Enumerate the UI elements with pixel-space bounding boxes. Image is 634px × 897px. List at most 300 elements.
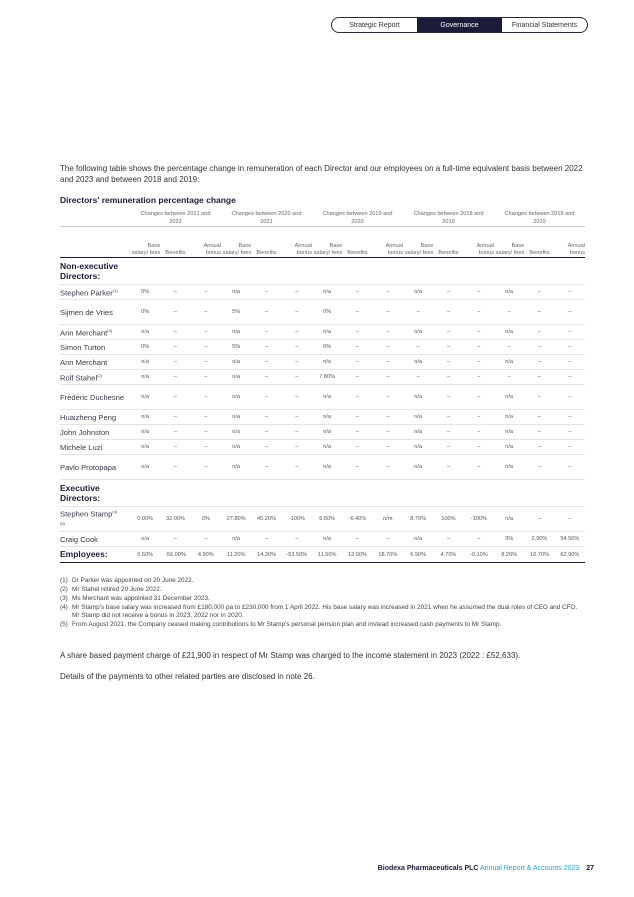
footnote-number: (3) [60, 595, 68, 602]
corner-cell [60, 227, 130, 258]
value-cell: – [524, 410, 554, 425]
footnote [60, 604, 585, 620]
value-cell: – [191, 440, 221, 455]
value-cell: 32.00% [160, 507, 190, 532]
value-cell: – [555, 440, 585, 455]
value-cell: – [524, 385, 554, 410]
value-cell: – [373, 340, 403, 355]
name-text: Ann Merchant [60, 328, 108, 338]
footnote-text: From August 2021, the Company ceased making contributions to Mr Stamp's personal pension plan and instead increased cash payments to Mr Stamp. [72, 621, 502, 628]
value-cell: – [282, 440, 312, 455]
value-cell: -53.50% [282, 547, 312, 563]
value-cell: – [342, 440, 372, 455]
value-cell: – [433, 300, 463, 325]
column-header: Annual bonus [373, 227, 403, 258]
column-header: Benefits [251, 227, 281, 258]
value-cell: – [251, 385, 281, 410]
value-cell: n/a [403, 385, 433, 410]
value-cell: – [524, 425, 554, 440]
value-cell: – [251, 410, 281, 425]
value-cell: 0% [130, 300, 160, 325]
value-cell: -6.40% [342, 507, 372, 532]
value-cell: – [464, 455, 494, 480]
director-name [60, 532, 130, 547]
value-cell: – [433, 532, 463, 547]
value-cell: – [282, 325, 312, 340]
name-text: Huaizheng Peng [60, 412, 117, 422]
value-cell: – [342, 410, 372, 425]
value-cell: – [555, 300, 585, 325]
value-cell: – [373, 455, 403, 480]
value-cell: – [555, 455, 585, 480]
remuneration-table [60, 208, 585, 563]
value-cell: – [251, 340, 281, 355]
value-cell: -0.10% [464, 547, 494, 563]
section-header-row [60, 258, 585, 285]
column-header: Benefits [433, 227, 463, 258]
footnote [60, 577, 585, 585]
value-cell: n/a [221, 370, 251, 385]
value-cell: – [160, 340, 190, 355]
column-header: Annual bonus [555, 227, 585, 258]
value-cell: 100% [433, 507, 463, 532]
empty-cell [130, 258, 585, 285]
footer-company: Biodexa Pharmaceuticals PLC [377, 865, 479, 872]
footnote-ref: (2) [97, 373, 103, 379]
name-text: Rolf Stahel [60, 373, 98, 383]
value-cell: n/a [403, 455, 433, 480]
column-group-header: Changes between 2018 and 2019 [403, 208, 494, 227]
value-cell: n/a [221, 440, 251, 455]
value-cell: – [373, 325, 403, 340]
value-cell: – [555, 425, 585, 440]
value-cell: – [251, 355, 281, 370]
value-cell: – [160, 325, 190, 340]
value-cell: – [433, 385, 463, 410]
tab-financial-statements[interactable]: Financial Statements [511, 21, 578, 29]
column-group-header: Changes between 2021 and 2022 [130, 208, 221, 227]
value-cell: – [433, 425, 463, 440]
value-cell: – [464, 370, 494, 385]
column-group-header: Changes between 2018 and 2019 [494, 208, 585, 227]
value-cell: – [464, 300, 494, 325]
value-cell: – [342, 425, 372, 440]
value-cell: – [342, 370, 372, 385]
value-cell: – [251, 425, 281, 440]
page-number: 27 [586, 865, 594, 872]
value-cell: – [433, 455, 463, 480]
value-cell: – [373, 370, 403, 385]
share-payment-paragraph: A share based payment charge of £21,900 in respect of Mr Stamp was charged to the income statement in 2023 (2022 : £52,633). [60, 651, 521, 660]
value-cell: – [373, 425, 403, 440]
table-row [60, 285, 585, 300]
value-cell: – [433, 440, 463, 455]
value-cell: n/a [221, 455, 251, 480]
value-cell: n/a [130, 455, 160, 480]
footnote-text: Ms Merchant was appointed 31 December 2023. [72, 595, 210, 602]
table-row [60, 532, 585, 547]
value-cell: – [191, 455, 221, 480]
value-cell: n/a [403, 355, 433, 370]
value-cell: – [555, 385, 585, 410]
value-cell: n/a [494, 440, 524, 455]
value-cell: – [282, 285, 312, 300]
director-name [60, 547, 130, 563]
value-cell: n/a [494, 355, 524, 370]
director-name [60, 385, 130, 410]
name-text: Employees: [60, 549, 108, 559]
value-cell: n/a [221, 532, 251, 547]
value-cell: – [342, 455, 372, 480]
footer-report: Annual Report & Accounts 2023 [480, 865, 580, 872]
value-cell: 62.90% [555, 547, 585, 563]
value-cell: – [494, 370, 524, 385]
director-name [60, 285, 130, 300]
value-cell: – [251, 370, 281, 385]
value-cell: 0.00% [130, 507, 160, 532]
column-header: Base salary/ fees [494, 227, 524, 258]
footnote-text: Mr Stamp's base salary was increased from £180,000 pa to £230,000 from 1 April 2022. His base salary was increased in 2021 when he assumed the dual roles of CEO and CFO. Mr Stamp did not receive a bonus in 2023, 2022 nor in 2020. [72, 604, 578, 619]
value-cell: – [555, 355, 585, 370]
value-cell: – [342, 355, 372, 370]
footnotes [60, 577, 585, 630]
value-cell: – [464, 532, 494, 547]
value-cell: – [464, 340, 494, 355]
director-name [60, 440, 130, 455]
value-cell: 0% [130, 340, 160, 355]
table-row [60, 370, 585, 385]
name-text: Michele Luzi [60, 442, 103, 452]
value-cell: n/a [130, 410, 160, 425]
value-cell: 6.60% [312, 507, 342, 532]
value-cell: – [464, 440, 494, 455]
tab-governance[interactable]: Governance [417, 18, 502, 32]
table-row [60, 547, 585, 563]
value-cell: 14.30% [251, 547, 281, 563]
footnote-ref: (4) [112, 509, 118, 515]
value-cell: – [191, 285, 221, 300]
value-cell: n/a [130, 425, 160, 440]
director-name [60, 300, 130, 325]
value-cell: -100% [282, 507, 312, 532]
value-cell: – [464, 355, 494, 370]
value-cell: – [160, 532, 190, 547]
value-cell: – [464, 410, 494, 425]
value-cell: n/a [494, 285, 524, 300]
director-name [60, 507, 130, 532]
table-row [60, 355, 585, 370]
value-cell: – [555, 325, 585, 340]
footnote-ref: (5) [60, 521, 65, 526]
value-cell: n/a [221, 410, 251, 425]
value-cell: n/a [130, 325, 160, 340]
value-cell: 11.50% [312, 547, 342, 563]
value-cell: – [464, 385, 494, 410]
value-cell: – [191, 325, 221, 340]
value-cell: – [373, 300, 403, 325]
footnote-number: (1) [60, 577, 68, 584]
value-cell: 0.50% [130, 547, 160, 563]
column-header: Benefits [160, 227, 190, 258]
footnote-ref: (1) [112, 288, 118, 294]
value-cell: – [464, 285, 494, 300]
value-cell: – [524, 300, 554, 325]
name-text: John Johnston [60, 427, 110, 437]
name-text: Stephen Parker [60, 288, 113, 298]
value-cell: – [191, 532, 221, 547]
director-name [60, 425, 130, 440]
value-cell: n/m [373, 507, 403, 532]
value-cell: n/a [221, 425, 251, 440]
footnote-number: (4) [60, 604, 68, 611]
table-row [60, 507, 585, 532]
value-cell: n/a [312, 285, 342, 300]
value-cell: 5% [221, 340, 251, 355]
footnote [60, 595, 585, 603]
value-cell: – [282, 425, 312, 440]
column-header: Benefits [342, 227, 372, 258]
column-header: Annual bonus [282, 227, 312, 258]
name-text: Sijmen de Vries [60, 307, 113, 317]
value-cell: n/a [221, 355, 251, 370]
value-cell: 10.70% [524, 547, 554, 563]
value-cell: – [524, 455, 554, 480]
value-cell: n/a [312, 532, 342, 547]
name-text: Craig Cook [60, 534, 98, 544]
value-cell: – [282, 385, 312, 410]
value-cell: n/a [312, 425, 342, 440]
value-cell: – [373, 440, 403, 455]
value-cell: 11.20% [221, 547, 251, 563]
section-header-row [60, 480, 585, 507]
value-cell: n/a [221, 385, 251, 410]
column-header: Base salary/ fees [312, 227, 342, 258]
table-row [60, 410, 585, 425]
footnote [60, 621, 585, 629]
value-cell: – [251, 285, 281, 300]
corner-cell [60, 208, 130, 227]
director-name [60, 410, 130, 425]
value-cell: – [555, 285, 585, 300]
column-header: Annual bonus [464, 227, 494, 258]
value-cell: – [433, 355, 463, 370]
value-cell: – [160, 385, 190, 410]
value-cell: – [191, 300, 221, 325]
related-parties-paragraph: Details of the payments to other related parties are disclosed in note 26. [60, 672, 315, 681]
value-cell: n/a [494, 455, 524, 480]
value-cell: – [342, 325, 372, 340]
tab-strategic-report[interactable]: Strategic Report [349, 21, 400, 29]
value-cell: – [160, 440, 190, 455]
value-cell: n/a [130, 385, 160, 410]
value-cell: – [282, 300, 312, 325]
value-cell: 0% [312, 300, 342, 325]
value-cell: n/a [312, 325, 342, 340]
footnote-ref: (3) [107, 328, 113, 334]
value-cell: n/a [312, 410, 342, 425]
value-cell: 54.50% [555, 532, 585, 547]
director-name [60, 370, 130, 385]
value-cell: – [160, 355, 190, 370]
value-cell: n/a [312, 355, 342, 370]
value-cell: – [403, 300, 433, 325]
value-cell: – [524, 507, 554, 532]
value-cell: – [251, 325, 281, 340]
value-cell: – [282, 370, 312, 385]
section-title: Directors' remuneration percentage change [60, 195, 236, 205]
section-nav [331, 17, 588, 33]
value-cell: -100% [464, 507, 494, 532]
column-header: Annual bonus [191, 227, 221, 258]
value-cell: n/a [130, 532, 160, 547]
value-cell: – [251, 455, 281, 480]
value-cell: n/a [312, 385, 342, 410]
table-row [60, 425, 585, 440]
value-cell: 45.20% [251, 507, 281, 532]
value-cell: n/a [494, 385, 524, 410]
value-cell: n/a [403, 532, 433, 547]
value-cell: 4.70% [433, 547, 463, 563]
value-cell: – [191, 385, 221, 410]
value-cell: – [494, 300, 524, 325]
value-cell: n/a [221, 325, 251, 340]
footnote-number: (2) [60, 586, 68, 593]
value-cell: – [342, 385, 372, 410]
intro-paragraph: The following table shows the percentage change in remuneration of each Director and our employees on a full-time equivalent basis between 2022 and 2023 and between 2018 and 2019: [60, 164, 583, 184]
director-name [60, 355, 130, 370]
value-cell: – [524, 355, 554, 370]
table-row [60, 340, 585, 355]
value-cell: – [433, 410, 463, 425]
column-header: Base salary/ fees [403, 227, 433, 258]
value-cell: – [282, 355, 312, 370]
value-cell: – [403, 340, 433, 355]
value-cell: – [555, 507, 585, 532]
name-text: Stephen Stamp [60, 510, 113, 519]
value-cell: – [251, 440, 281, 455]
value-cell: – [191, 370, 221, 385]
section-label: Executive Directors: [60, 480, 130, 507]
value-cell: – [433, 325, 463, 340]
column-group-header: Changes between 2019 and 2020 [312, 208, 403, 227]
value-cell: – [342, 300, 372, 325]
value-cell: -56.00% [160, 547, 190, 563]
value-cell: n/a [130, 370, 160, 385]
value-cell: – [464, 425, 494, 440]
value-cell: 12.00% [342, 547, 372, 563]
value-cell: – [282, 340, 312, 355]
value-cell: – [160, 300, 190, 325]
value-cell: – [342, 285, 372, 300]
value-cell: – [524, 440, 554, 455]
value-cell: – [373, 285, 403, 300]
table-row [60, 455, 585, 480]
value-cell: n/a [494, 410, 524, 425]
value-cell: – [524, 370, 554, 385]
value-cell: – [433, 340, 463, 355]
value-cell: n/a [312, 455, 342, 480]
value-cell: – [342, 340, 372, 355]
value-cell: – [494, 340, 524, 355]
value-cell: – [160, 455, 190, 480]
director-name [60, 455, 130, 480]
value-cell: – [282, 455, 312, 480]
value-cell: – [524, 340, 554, 355]
value-cell: n/a [312, 440, 342, 455]
value-cell: 0% [130, 285, 160, 300]
empty-cell [130, 480, 585, 507]
value-cell: – [191, 340, 221, 355]
name-text: Ann Merchant [60, 357, 108, 367]
value-cell: 4.90% [191, 547, 221, 563]
column-header: Base salary/ fees [221, 227, 251, 258]
value-cell: 5% [221, 300, 251, 325]
value-cell: – [160, 425, 190, 440]
section-label: Non-executive Directors: [60, 258, 130, 285]
value-cell: – [191, 355, 221, 370]
table-row [60, 325, 585, 340]
value-cell: – [373, 410, 403, 425]
value-cell: – [555, 410, 585, 425]
value-cell: n/a [494, 425, 524, 440]
value-cell: – [282, 410, 312, 425]
footnote-text: Mr Stahel retired 20 June 2022. [72, 586, 162, 593]
table-row [60, 440, 585, 455]
value-cell: – [433, 285, 463, 300]
value-cell: – [555, 340, 585, 355]
value-cell: – [342, 532, 372, 547]
table-row [60, 385, 585, 410]
value-cell: n/a [494, 507, 524, 532]
footnote [60, 586, 585, 594]
column-header: Benefits [524, 227, 554, 258]
value-cell: – [555, 370, 585, 385]
column-group-header: Changes between 2020 and 2021 [221, 208, 312, 227]
value-cell: – [433, 370, 463, 385]
value-cell: – [373, 532, 403, 547]
value-cell: n/a [494, 325, 524, 340]
name-text: Frédéric Duchesne [60, 392, 125, 402]
table-row [60, 300, 585, 325]
footnote-number: (5) [60, 621, 68, 628]
value-cell: n/a [130, 355, 160, 370]
value-cell: 8.20% [494, 547, 524, 563]
value-cell: – [403, 370, 433, 385]
page-footer [378, 865, 594, 872]
value-cell: n/a [403, 325, 433, 340]
value-cell: n/a [403, 440, 433, 455]
value-cell: 8.70% [403, 507, 433, 532]
director-name [60, 325, 130, 340]
value-cell: 0% [191, 507, 221, 532]
name-text: Simon Turton [60, 342, 106, 352]
value-cell: n/a [403, 425, 433, 440]
value-cell: – [373, 385, 403, 410]
value-cell: 7.80% [312, 370, 342, 385]
column-header: Base salary/ fees [130, 227, 160, 258]
value-cell: – [191, 410, 221, 425]
footnote-text: Dr Parker was appointed on 20 June 2022. [72, 577, 194, 584]
value-cell: – [464, 325, 494, 340]
value-cell: – [160, 285, 190, 300]
value-cell: n/a [403, 285, 433, 300]
value-cell: – [524, 285, 554, 300]
value-cell: 0% [312, 340, 342, 355]
value-cell: – [282, 532, 312, 547]
value-cell: 18.70% [373, 547, 403, 563]
value-cell: n/a [221, 285, 251, 300]
value-cell: – [251, 532, 281, 547]
